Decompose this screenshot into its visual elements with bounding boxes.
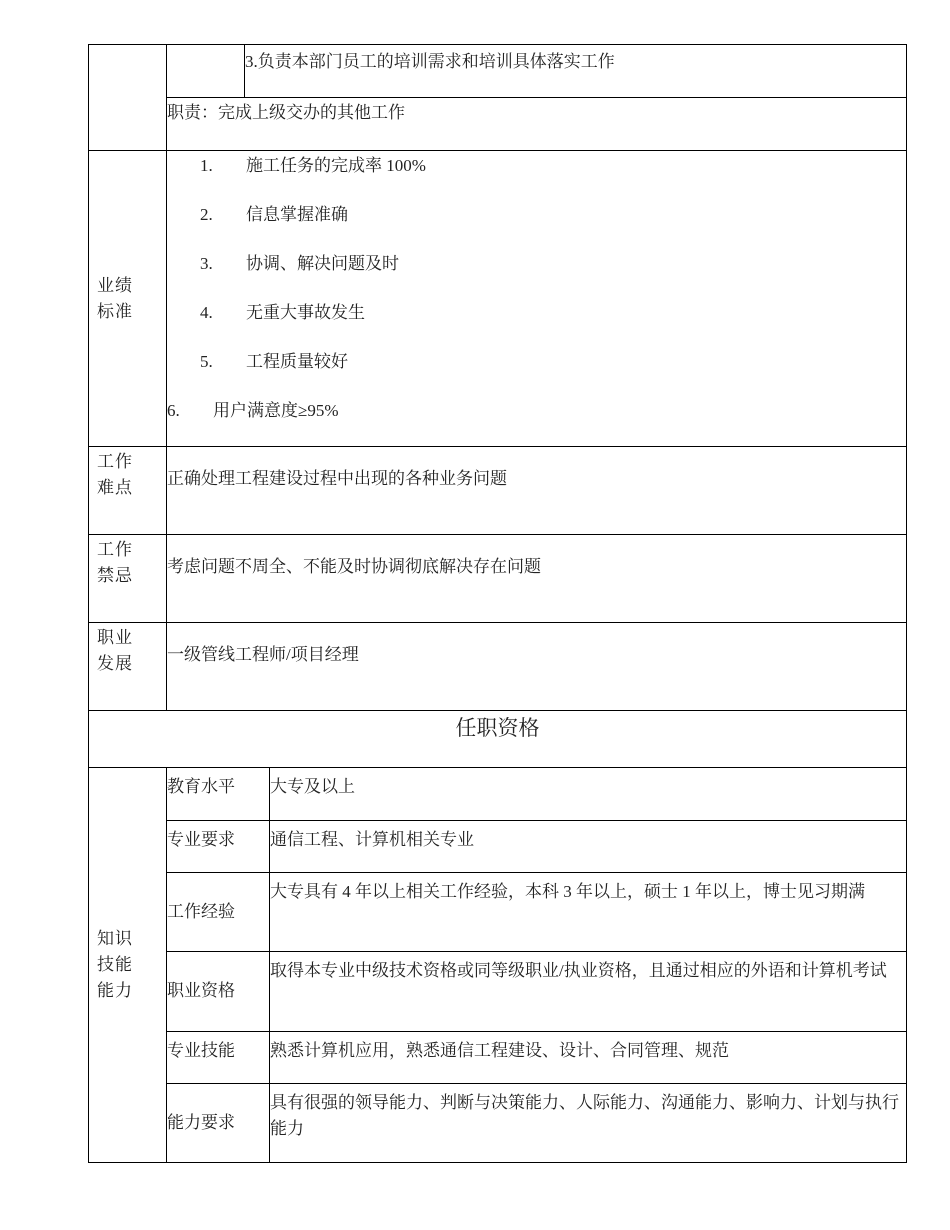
- skills-label-line3: 能力: [97, 980, 133, 1000]
- skills-row-value: [270, 820, 907, 872]
- list-item: [200, 349, 906, 398]
- job-description-table: [88, 44, 907, 768]
- skills-row-name: [167, 767, 270, 820]
- career-label: [89, 623, 167, 711]
- skills-row-name-text: 教育水平: [167, 776, 235, 796]
- skills-row-name-text: 职业资格: [167, 981, 235, 1000]
- duties-label-cell: [89, 45, 167, 151]
- skills-row: [89, 1031, 907, 1083]
- list-item: [200, 202, 906, 251]
- difficulty-label: [89, 447, 167, 535]
- performance-label-line2: 标准: [97, 301, 133, 321]
- list-item-number: 4.: [200, 303, 213, 322]
- skills-row-value: [270, 767, 907, 820]
- career-label-line1: 职业: [97, 628, 133, 647]
- performance-list: [167, 151, 906, 398]
- skills-row-name-text: 专业要求: [167, 829, 235, 849]
- list-item-number: 5.: [200, 352, 213, 371]
- list-item: [200, 251, 906, 300]
- difficulty-row: [89, 447, 907, 535]
- career-label-line2: 发展: [97, 654, 133, 673]
- taboo-label-line1: 工作: [97, 540, 133, 559]
- skills-row-value-text: 通信工程、计算机相关专业: [270, 829, 474, 849]
- career-content: [167, 623, 907, 711]
- difficulty-text: 正确处理工程建设过程中出现的各种业务问题: [167, 469, 507, 488]
- list-item-text: 工程质量较好: [246, 352, 348, 371]
- list-item-number: 2.: [200, 205, 213, 224]
- list-item-6: [167, 398, 906, 424]
- list-item: [200, 153, 906, 202]
- list-item-number: 6.: [167, 401, 180, 420]
- list-item-text: 协调、解决问题及时: [246, 254, 399, 273]
- skills-row-name-text: 专业技能: [167, 1040, 235, 1060]
- skills-row-value-text: 熟悉计算机应用，熟悉通信工程建设、设计、合同管理、规范: [270, 1040, 729, 1060]
- skills-row: [89, 767, 907, 820]
- taboo-row: [89, 535, 907, 623]
- skills-row: [89, 951, 907, 1031]
- taboo-content: [167, 535, 907, 623]
- duty-row-3: [89, 45, 907, 98]
- list-item-text: 施工任务的完成率 100%: [246, 156, 426, 175]
- taboo-text: 考虑问题不周全、不能及时协调彻底解决存在问题: [167, 557, 541, 576]
- skills-label: [89, 767, 167, 1162]
- skills-row-name: [167, 820, 270, 872]
- difficulty-label-line1: 工作: [97, 452, 133, 471]
- duty-row-other: [89, 98, 907, 151]
- skills-row: [89, 1083, 907, 1162]
- skills-row: [89, 820, 907, 872]
- list-item-text: 无重大事故发生: [246, 303, 365, 322]
- duty-other-text: 职责：完成上级交办的其他工作: [167, 103, 405, 122]
- performance-content: [167, 151, 907, 447]
- duty-item-3: [245, 45, 907, 98]
- career-text: 一级管线工程师/项目经理: [167, 645, 359, 664]
- skills-row-name: [167, 951, 270, 1031]
- skills-row-name-text: 工作经验: [167, 901, 235, 921]
- performance-row: [89, 151, 907, 447]
- duty-item-3-text: 3.负责本部门员工的培训需求和培训具体落实工作: [245, 52, 615, 71]
- duty-other: [167, 98, 907, 151]
- performance-label-line1: 业绩: [97, 275, 133, 295]
- list-item: [200, 300, 906, 349]
- skills-table: [88, 767, 907, 1163]
- skills-row-name: [167, 1031, 270, 1083]
- skills-row-value-text: 取得本专业中级技术资格或同等级职业/执业资格，且通过相应的外语和计算机考试: [270, 960, 887, 980]
- qualification-header-text: 任职资格: [455, 716, 540, 740]
- list-item-text: 信息掌握准确: [246, 205, 348, 224]
- taboo-label-line2: 禁忌: [97, 566, 133, 585]
- skills-row-value-text: 大专具有 4 年以上相关工作经验，本科 3 年以上，硕士 1 年以上，博士见习期满: [270, 881, 865, 901]
- skills-row-value-text: 具有很强的领导能力、判断与决策能力、人际能力、沟通能力、影响力、计划与执行能力: [270, 1092, 899, 1138]
- skills-row-value: [270, 1031, 907, 1083]
- performance-label: [89, 151, 167, 447]
- skills-row-name-text: 能力要求: [167, 1112, 235, 1132]
- skills-label-line2: 技能: [97, 954, 133, 974]
- qualification-header-row: [89, 711, 907, 768]
- list-item-number: 3.: [200, 254, 213, 273]
- skills-row-value-text: 大专及以上: [270, 776, 355, 796]
- difficulty-content: [167, 447, 907, 535]
- career-row: [89, 623, 907, 711]
- skills-row-value: [270, 951, 907, 1031]
- skills-row-name: [167, 1083, 270, 1162]
- list-item-text: 用户满意度≥95%: [213, 401, 339, 420]
- skills-row: [89, 872, 907, 951]
- job-description-table-frame: [88, 44, 906, 1162]
- duty-blank-cell: [167, 45, 245, 98]
- skills-row-name: [167, 872, 270, 951]
- qualification-header: [89, 711, 907, 768]
- skills-row-value: [270, 872, 907, 951]
- list-item-number: 1.: [200, 156, 213, 175]
- skills-label-line1: 知识: [97, 928, 133, 948]
- skills-row-value: [270, 1083, 907, 1162]
- difficulty-label-line2: 难点: [97, 478, 133, 497]
- taboo-label: [89, 535, 167, 623]
